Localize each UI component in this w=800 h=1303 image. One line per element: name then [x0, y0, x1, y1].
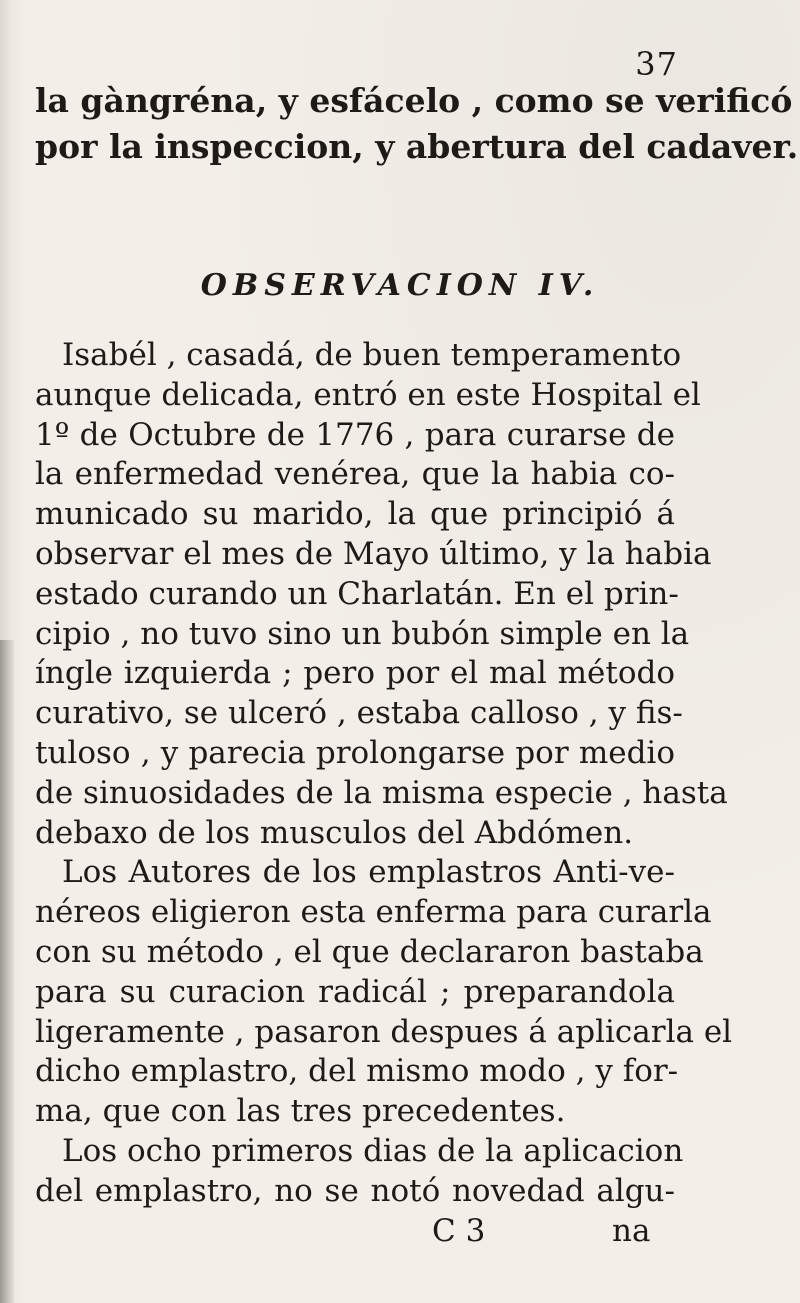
paragraph-line: cipio , no tuvo sino un bubón simple en la: [35, 615, 690, 652]
paragraph-line: tuloso , y parecia prolongarse por medio: [35, 735, 675, 771]
paragraph-line: néreos eligieron esta enferma para curarla: [35, 894, 712, 931]
catchword: na: [612, 1212, 651, 1249]
paragraph-line: observar el mes de Mayo último, y la habia: [35, 536, 712, 572]
paragraph-line: de sinuosidades de la misma especie , hasta: [35, 774, 728, 811]
paragraph-line: íngle izquierda ; pero por el mal método: [35, 655, 675, 692]
paragraph-line: ma, que con las tres precedentes.: [35, 1093, 566, 1130]
page-number: 37: [635, 45, 678, 83]
signature-mark: C 3: [432, 1212, 486, 1249]
paragraph-line: estado curando un Charlatán. En el prin-: [35, 575, 679, 612]
section-heading: OBSERVACION IV.: [200, 268, 600, 303]
text-line-top-1: la gàngréna, y esfácelo , como se verificó: [35, 81, 793, 120]
paragraph-line: curativo, se ulceró , estaba calloso , y fis-: [35, 695, 683, 732]
paragraph-line: municado su marido, la que principió á: [35, 496, 675, 533]
paragraph-line: ligeramente , pasaron despues á aplicarla el: [35, 1013, 733, 1050]
paragraph-line: para su curacion radicál ; preparandola: [35, 973, 675, 1010]
paragraph-line: Isabél , casadá, de buen temperamento: [62, 337, 682, 373]
paragraph-line: con su método , el que declararon bastaba: [35, 934, 704, 970]
text-line-top-2: por la inspeccion, y abertura del cadaver.: [35, 127, 799, 166]
paragraph-line: la enfermedad venérea, que la habia co-: [35, 456, 675, 493]
paragraph-line: aunque delicada, entró en este Hospital el: [35, 376, 701, 413]
paragraph-line: dicho emplastro, del mismo modo , y for-: [35, 1053, 679, 1090]
paragraph-line: debaxo de los musculos del Abdómen.: [35, 814, 634, 851]
paragraph-line: Los Autores de los emplastros Anti-ve-: [62, 854, 675, 891]
paragraph-line: del emplastro, no se notó novedad algu-: [35, 1172, 675, 1209]
paragraph-line: 1º de Octubre de 1776 , para curarse de: [35, 416, 675, 453]
paragraph-line: Los ocho primeros dias de la aplicacion: [62, 1133, 684, 1169]
